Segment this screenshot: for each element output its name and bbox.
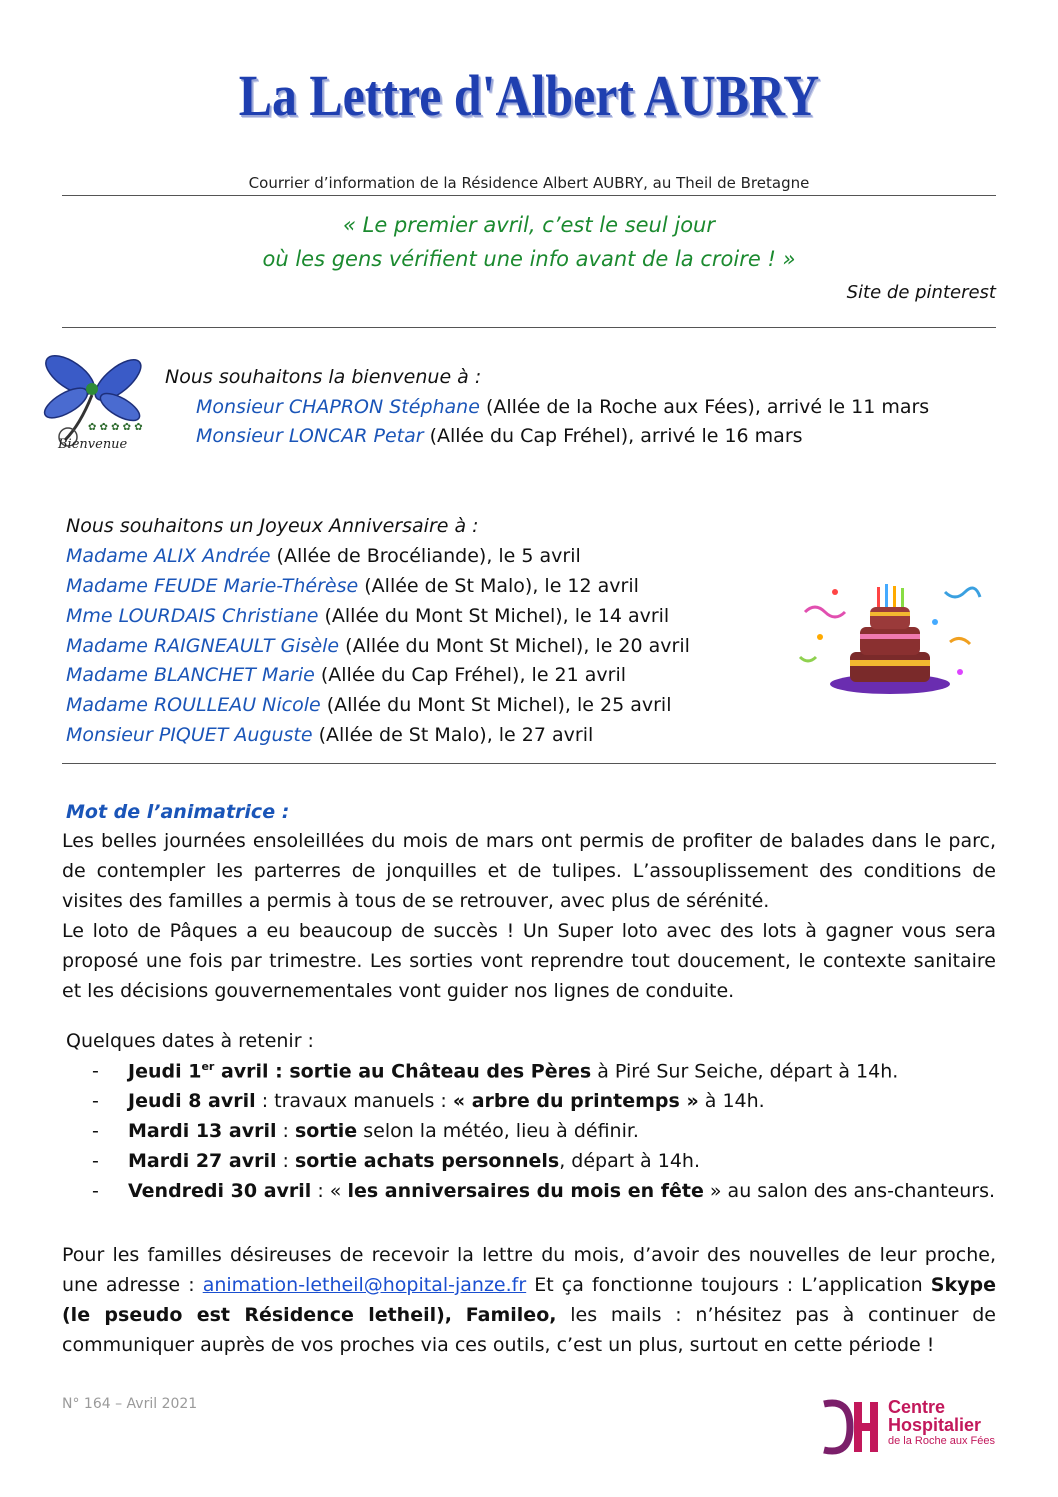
date-rest: à 14h. — [698, 1090, 765, 1112]
divider — [62, 327, 996, 328]
date-bold: sortie achats personnels — [294, 1150, 560, 1172]
issue-number: N° 164 – Avril 2021 — [62, 1396, 198, 1412]
families-text-3: les mails : n’hésitez pas à continuer de communiquer auprès de vos proches via ces outils, c’est un plus, surtout en cette période ! — [62, 1304, 996, 1356]
famileo-text: Famileo, — [465, 1304, 557, 1326]
date-rest1: : — [276, 1120, 295, 1142]
date-rest1: : — [276, 1150, 295, 1172]
logo-line-2: Hospitalier — [888, 1415, 982, 1435]
date-item — [92, 1180, 995, 1202]
animatrice-heading: Mot de l’animatrice : — [66, 801, 290, 823]
hospital-name — [888, 1398, 995, 1447]
date-item — [92, 1090, 765, 1112]
date-rest1: : travaux manuels : — [255, 1090, 453, 1112]
paragraph-text: Le loto de Pâques a eu beaucoup de succès ! Un Super loto avec des lots à gagner vous sera proposé une fois par trimestre. Les sorties vont reprendre tout doucement, le contexte sanitaire et les décisions gouvernementales vont guider nos lignes de conduite. — [62, 920, 996, 1002]
cake-icon — [795, 572, 985, 700]
divider — [62, 763, 996, 764]
paragraph-text: Les belles journées ensoleillées du mois de mars ont permis de profiter de balades dans le parc, de contempler les parterres de jonquilles et de tulipes. L’assouplissement des conditions de visites des familles a permis à tous de se retrouver, avec plus de sérénité. — [62, 830, 996, 912]
person-name: Madame FEUDE Marie-Thérèse — [66, 575, 359, 597]
families-text-2: Et ça fonctionne toujours : L’application — [534, 1274, 923, 1296]
families-text-1: Pour les familles désireuses de recevoir la lettre du mois, d’avoir des nouvelles de leur proche, une adresse : — [62, 1244, 996, 1296]
date-bold: : sortie au Château des Pères — [268, 1060, 592, 1083]
person-detail: (Allée du Mont St Michel), le 25 avril — [320, 694, 672, 716]
date-sup: er — [201, 1060, 215, 1073]
date-item — [92, 1060, 898, 1082]
person-name: Madame ROULLEAU Nicole — [66, 694, 321, 716]
person-name: Monsieur PIQUET Auguste — [66, 724, 313, 746]
date-bold: « arbre du printemps » — [452, 1090, 699, 1112]
quote-line-1: « Le premier avril, c’est le seul jour — [342, 213, 715, 237]
date-rest: à Piré Sur Seiche, départ à 14h. — [591, 1060, 899, 1083]
birthday-item — [66, 545, 581, 567]
date-item — [92, 1150, 700, 1172]
date-item — [92, 1120, 639, 1142]
birthday-heading: Nous souhaitons un Joyeux Anniversaire à : — [66, 515, 479, 537]
person-name: Madame BLANCHET Marie — [66, 664, 315, 686]
logo-line-3: de la Roche aux Fées — [888, 1435, 996, 1447]
date-bold: sortie — [294, 1120, 358, 1142]
date-rest: » au salon des ans-chanteurs. — [703, 1180, 996, 1202]
hospital-logo — [820, 1398, 882, 1456]
birthday-item — [66, 694, 671, 716]
dates-intro: Quelques dates à retenir : — [66, 1030, 314, 1052]
date-day: Mardi 13 avril — [128, 1120, 277, 1142]
dragonfly-welcome-image — [40, 345, 180, 463]
date-day: Mardi 27 avril — [128, 1150, 277, 1172]
welcome-item — [196, 396, 929, 418]
logo-line-1: Centre — [888, 1397, 946, 1417]
person-detail: (Allée de Brocéliande), le 5 avril — [270, 545, 581, 567]
birthday-item — [66, 724, 593, 746]
quote-line-2: où les gens vérifient une info avant de la croire ! » — [262, 247, 796, 271]
newsletter-subtitle: Courrier d’information de la Résidence Albert AUBRY, au Theil de Bretagne — [248, 174, 810, 192]
person-detail: (Allée de St Malo), le 12 avril — [358, 575, 639, 597]
person-detail: (Allée de la Roche aux Fées), arrivé le 11 mars — [479, 396, 930, 418]
date-rest1: : « — [311, 1180, 348, 1202]
newsletter-title: La Lettre d'Albert AUBRY — [238, 63, 820, 128]
welcome-heading: Nous souhaitons la bienvenue à : — [165, 366, 482, 388]
person-name: Madame RAIGNEAULT Gisèle — [66, 635, 340, 657]
bienvenue-caption: Bienvenue — [58, 437, 128, 452]
divider — [62, 195, 996, 196]
birthday-item — [66, 605, 669, 627]
birthday-item — [66, 664, 626, 686]
welcome-item — [196, 425, 803, 447]
list-dash: - — [92, 1090, 99, 1112]
person-name: Monsieur LONCAR Petar — [196, 425, 424, 447]
date-bold: les anniversaires du mois en fête — [347, 1180, 704, 1202]
hospital-logo-icon — [820, 1398, 882, 1456]
person-detail: (Allée du Cap Fréhel), le 21 avril — [314, 664, 627, 686]
birthday-item — [66, 635, 690, 657]
person-detail: (Allée du Mont St Michel), le 20 avril — [339, 635, 690, 657]
date-day-rest: avril — [214, 1060, 269, 1083]
person-detail: (Allée du Cap Fréhel), arrivé le 16 mars — [423, 425, 803, 447]
svg-text:✿ ✿ ✿ ✿ ✿: ✿ ✿ ✿ ✿ ✿ — [88, 422, 143, 433]
date-day: Jeudi 1 — [128, 1060, 202, 1083]
birthday-cake-image — [795, 572, 985, 700]
person-name: Madame ALIX Andrée — [66, 545, 271, 567]
person-detail: (Allée de St Malo), le 27 avril — [312, 724, 594, 746]
quote-source: Site de pinterest — [846, 282, 996, 303]
birthday-item — [66, 575, 639, 597]
date-rest: , départ à 14h. — [559, 1150, 700, 1172]
skype-text: Skype (le pseudo est Résidence letheil), — [62, 1274, 996, 1326]
list-dash: - — [92, 1060, 99, 1083]
date-day: Jeudi 8 avril — [128, 1090, 256, 1112]
date-day: Vendredi 30 avril — [128, 1180, 312, 1202]
animatrice-paragraph-1 — [62, 826, 996, 1006]
person-name: Mme LOURDAIS Christiane — [66, 605, 319, 627]
date-rest: selon la météo, lieu à définir. — [357, 1120, 639, 1142]
person-detail: (Allée du Mont St Michel), le 14 avril — [318, 605, 670, 627]
email-link[interactable]: animation-letheil@hopital-janze.fr — [202, 1274, 527, 1296]
families-paragraph — [62, 1240, 996, 1360]
list-dash: - — [92, 1180, 99, 1202]
person-name: Monsieur CHAPRON Stéphane — [196, 396, 480, 418]
list-dash: - — [92, 1120, 99, 1142]
list-dash: - — [92, 1150, 99, 1172]
